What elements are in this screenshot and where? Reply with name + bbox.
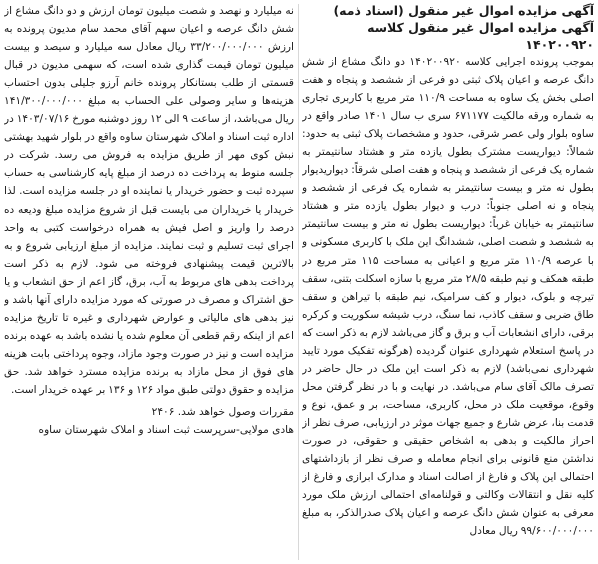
notice-left-column bbox=[4, 2, 294, 562]
column-divider bbox=[298, 4, 299, 560]
notice-title-2: آگهی مزایده اموال غیر منقول کلاسه ۱۴۰۲۰۰۹۲۰ bbox=[367, 20, 594, 52]
notice-signature bbox=[4, 403, 294, 439]
notice-body-right: بموجب پرونده اجرایی کلاسه ۱۴۰۲۰۰۹۲۰ دو دانگ مشاع از شش دانگ عرصه و اعیان پلاک ثبتی دو فرعی از ششصد و پنجاه و هفت اصلی بخش یک ساوه به مساحت ۱۱۰/۹ متر مربع با کاربری تجاری به شماره ورقه مالکیت ۶۷۱۱۷۷ سری ب سال ۱۴۰۱ صادر واقع در ساوه بلوار ولی عصر شرقی، حدود و مشخصات پلاک ثبتی به حدود: شمالاً: دیواریست مشترک بطول یازده متر و هشتاد سانتیمتر به شماره یک فرعی از ششصد و پنجاه و هفت اصلی شرقاً: دیواریدیوار بطول نه متر و بیست سانتیمتر به شماره یک فرعی از ششصد و پنجاه و نه اصلی جنوباً: درب و دیوار بطول یازده متر و هشتاد سانتیمتر به خیابان غرباً: دیواریست بطول نه متر و بیست سانتیمتر به ششصد و شصت اصلی، ششدانگ این ملک با کاربری مسکونی و با عرصه ۱۱۰/۹ متر مربع و اعیانی به مساحت ۱۱۵ متر مربع در طبقه همکف و نیم طبقه ۲۸/۵ متر مربع با سازه اسکلت بتنی، سقف تیرچه و بلوک، دیوار و کف سرامیک، نیم طبقه با تیراهن و سقف طاق ضربی و سقف کاذب، نما سنگ، درب شیشه سکوریت و کرکره برقی، دارای انشعابات آب و برق و گاز می‌باشد لازم به ذکر است که در پاسخ استعلام شهرداری عنوان گردیده (هرگونه تفکیک مورد تایید شهرداری نمی‌باشد) لازم به ذکر است این ملک در حال حاضر در تصرف مالک آقای سام می‌باشد. در نهایت و با در نظر گرفتن محل وقوع، موقعیت ملک در محل، کاربری، مساحت، بر و عمق، نوع و قدمت بنا، عرض شارع و جمیع جهات موثر در ارزیابی، صرف نظر از احراز مالکیت و بدهی به اشخاص حقیقی و حقوقی، در صورت نداشتن منع قانونی برای انجام معامله و صرف نظر از بازداشتهای احتمالی این پلاک و فارغ از اصالت اسناد و مدارک ابرازی و فارغ از کلیه نقل و انتقالات وکالتی و قولنامه‌ای احتمالی ارزش ملک مورد معرفی به عنوان شش دانگ عرصه و اعیان پلاک صدرالذکر، به مبلغ ۹۹/۶۰۰/۰۰۰/۰۰۰ ریال معادل bbox=[302, 56, 594, 538]
signature-line-1: مقررات وصول خواهد شد. ۲۴۰۶ bbox=[151, 406, 294, 419]
notice-right-column bbox=[302, 2, 594, 562]
notice-title-1: آگهی مزایده اموال غیر منقول (اسناد ذمه) bbox=[333, 3, 594, 18]
notice-body-left: نه میلیارد و نهصد و شصت میلیون تومان ارزش و دو دانگ مشاع از شش دانگ عرصه و اعیان سهم آقای محمد سام مدیون پرونده به ارزش ۳۳/۲۰۰/۰۰۰/۰۰۰ ریال معادل سه میلیارد و سیصد و بیست میلیون تومان قیمت گذاری شده است، که سهمی مدیون در قبال قسمتی از طلب بستانکار پرونده خانم آرزو جلیلی بدون احتساب هزینه‌ها و سایر وصولی علی الحساب به مبلغ ۱۴۱/۳۰۰/۰۰۰/۰۰۰ ریال می‌باشد، از ساعت ۹ الی ۱۲ روز دوشنبه مورخ ۱۴۰۳/۰۷/۱۶ در اداره ثبت اسناد و املاک شهرستان ساوه واقع در بلوار شهید بهشتی نبش کوی مهر از طریق مزایده به فروش می رسد. شرکت در جلسه منوط به پرداخت ده درصد از مبلغ پایه کارشناسی به حساب سپرده ثبت و حضور خریدار یا نماینده او در جلسه مزایده است. لذا خریدار یا خریداران می بایست قبل از شروع مزایده مبلغ ودیعه ده درصد را واریز و اصل فیش به همراه درخواست کتبی به واحد اجرای ثبت تسلیم و ثبت نمایند. مزایده از مبلغ ارزیابی شروع و به بالاترین قیمت پیشنهادی فروخته می شود. لازم به ذکر است پرداخت بدهی های مربوط به آب، برق، گاز اعم از حق انشعاب و یا حق اشتراک و مصرف در صورتی که مورد مزایده دارای آنها باشد و نیز بدهی های مالیاتی و عوارض شهرداری و غیره تا تاریخ مزایده اعم از اینکه رقم قطعی آن معلوم شده یا نشده باشد به عهده برنده مزایده است و نیز در صورت وجود مازاد، وجوه پرداختی بابت هزینه های فوق از محل مازاد به برنده مزایده مسترد خواهد شد. حق مزایده و حقوق دولتی طبق مواد ۱۲۶ و ۱۳۶ بر عهده خریدار است. bbox=[4, 5, 294, 396]
signature-line-2: هادی مولایی-سرپرست ثبت اسناد و املاک شهرستان ساوه bbox=[38, 424, 294, 437]
